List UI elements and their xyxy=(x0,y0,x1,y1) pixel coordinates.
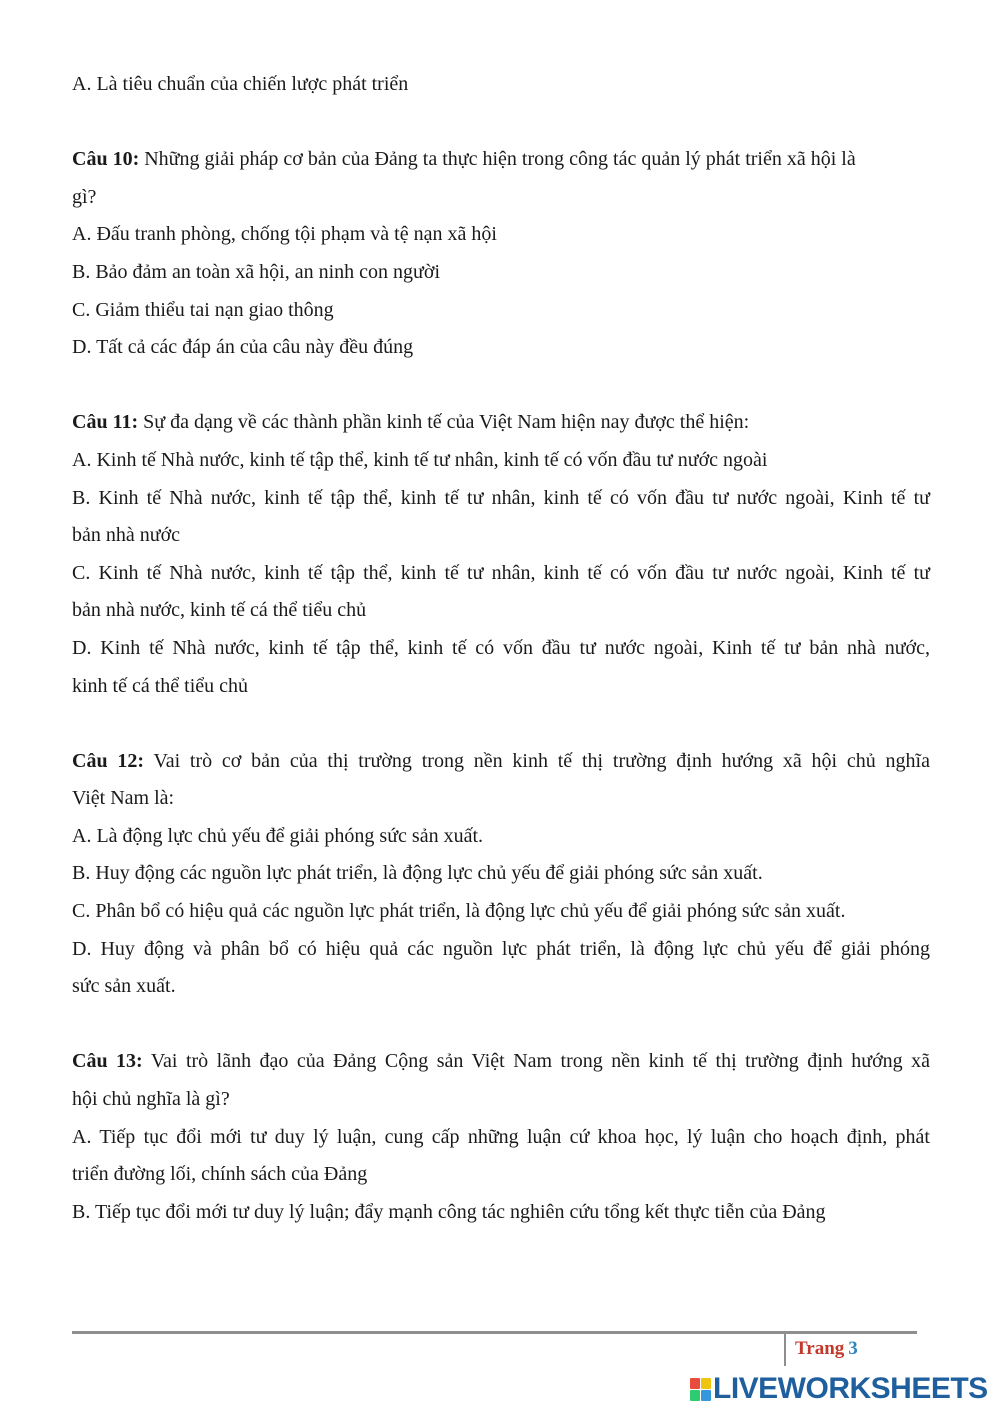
spacer xyxy=(72,104,930,142)
line-text: A. Là động lực chủ yếu để giải phóng sức sản xuất. xyxy=(72,824,484,847)
text-line xyxy=(72,179,930,217)
spacer xyxy=(72,1006,930,1044)
text-line xyxy=(72,931,930,969)
line-text: D. Kinh tế Nhà nước, kinh tế tập thể, kinh tế có vốn đầu tư nước ngoài, Kinh tế tư bản nhà nước, xyxy=(72,636,930,659)
spacer xyxy=(72,367,930,405)
line-text: Việt Nam là: xyxy=(72,787,175,810)
text-line xyxy=(72,893,930,931)
logo-square xyxy=(701,1390,711,1401)
text-line xyxy=(72,1119,930,1157)
line-text: triển đường lối, chính sách của Đảng xyxy=(72,1163,368,1186)
line-text: bản nhà nước xyxy=(72,524,181,547)
page-number xyxy=(795,1338,858,1360)
line-text: C. Giảm thiểu tai nạn giao thông xyxy=(72,298,334,321)
liveworksheets-logo-icon xyxy=(690,1378,710,1400)
text-line xyxy=(72,818,930,856)
text-line xyxy=(72,1081,930,1119)
text-line xyxy=(72,1194,930,1232)
line-text: A. Là tiêu chuẩn của chiến lược phát triển xyxy=(72,73,409,95)
line-text: hội chủ nghĩa là gì? xyxy=(72,1088,230,1111)
line-text: B. Huy động các nguồn lực phát triển, là động lực chủ yếu để giải phóng sức sản xuất. xyxy=(72,862,763,885)
question-label: Câu 13: xyxy=(72,1050,143,1073)
page-number-value: 3 xyxy=(848,1338,858,1359)
line-text: kinh tế cá thể tiểu chủ xyxy=(72,674,249,697)
question-label: Câu 11: xyxy=(72,411,139,434)
text-line xyxy=(72,855,930,893)
logo-square xyxy=(701,1378,711,1389)
text-line xyxy=(72,668,930,706)
worksheet-body xyxy=(72,66,930,1231)
question-stem xyxy=(72,743,930,781)
text-line xyxy=(72,592,930,630)
liveworksheets-brand xyxy=(690,1373,988,1405)
text-line xyxy=(72,517,930,555)
line-text: gì? xyxy=(72,185,97,208)
question-stem xyxy=(72,404,930,442)
question-label: Câu 12: xyxy=(72,749,145,772)
text-line xyxy=(72,329,930,367)
text-line xyxy=(72,968,930,1006)
logo-square xyxy=(690,1378,700,1389)
text-line xyxy=(72,292,930,330)
line-text: D. Huy động và phân bổ có hiệu quả các nguồn lực phát triển, là động lực chủ yếu để giải phóng xyxy=(72,937,930,960)
brand-text: LIVEWORKSHEETS xyxy=(713,1372,988,1405)
footer-rule xyxy=(72,1331,917,1334)
line-text: B. Bảo đảm an toàn xã hội, an ninh con người xyxy=(72,260,441,283)
line-text: Vai trò cơ bản của thị trường trong nền kinh tế thị trường định hướng xã hội chủ nghĩa xyxy=(144,749,930,772)
line-text: D. Tất cả các đáp án của câu này đều đúng xyxy=(72,336,414,359)
line-text: B. Kinh tế Nhà nước, kinh tế tập thể, kinh tế tư nhân, kinh tế có vốn đầu tư nước ngoài, Kinh tế tư xyxy=(72,486,930,509)
line-text: A. Kinh tế Nhà nước, kinh tế tập thể, kinh tế tư nhân, kinh tế có vốn đầu tư nước ngoài xyxy=(72,448,768,471)
question-stem xyxy=(72,141,930,179)
line-text: C. Phân bổ có hiệu quả các nguồn lực phát triển, là động lực chủ yếu để giải phóng sức sản xuất. xyxy=(72,900,846,923)
text-line xyxy=(72,216,930,254)
text-line xyxy=(72,442,930,480)
line-text: Những giải pháp cơ bản của Đảng ta thực hiện trong công tác quản lý phát triển xã hội là xyxy=(139,148,856,171)
text-line xyxy=(72,630,930,668)
line-text: C. Kinh tế Nhà nước, kinh tế tập thể, kinh tế tư nhân, kinh tế có vốn đầu tư nước ngoài, Kinh tế tư xyxy=(72,561,930,584)
line-text: A. Tiếp tục đổi mới tư duy lý luận, cung cấp những luận cứ khoa học, lý luận cho hoạch định, phát xyxy=(72,1125,930,1148)
question-label: Câu 10: xyxy=(72,148,140,171)
line-text: bản nhà nước, kinh tế cá thể tiểu chủ xyxy=(72,599,367,622)
text-line xyxy=(72,66,930,104)
text-line xyxy=(72,254,930,292)
line-text: Sự đa dạng về các thành phần kinh tế của Việt Nam hiện nay được thể hiện: xyxy=(138,411,750,434)
question-stem xyxy=(72,1043,930,1081)
footer-divider xyxy=(784,1334,786,1366)
text-line xyxy=(72,480,930,518)
line-text: A. Đấu tranh phòng, chống tội phạm và tệ nạn xã hội xyxy=(72,223,497,246)
line-text: Vai trò lãnh đạo của Đảng Cộng sản Việt Nam trong nền kinh tế thị trường định hướng xã xyxy=(142,1050,930,1073)
line-text: B. Tiếp tục đổi mới tư duy lý luận; đẩy mạnh công tác nghiên cứu tổng kết thực tiễn của Đảng xyxy=(72,1200,826,1223)
text-line xyxy=(72,1156,930,1194)
logo-square xyxy=(690,1390,700,1401)
text-line xyxy=(72,780,930,818)
page-label: Trang xyxy=(795,1338,845,1359)
spacer xyxy=(72,705,930,743)
line-text: sức sản xuất. xyxy=(72,975,176,998)
text-line xyxy=(72,555,930,593)
